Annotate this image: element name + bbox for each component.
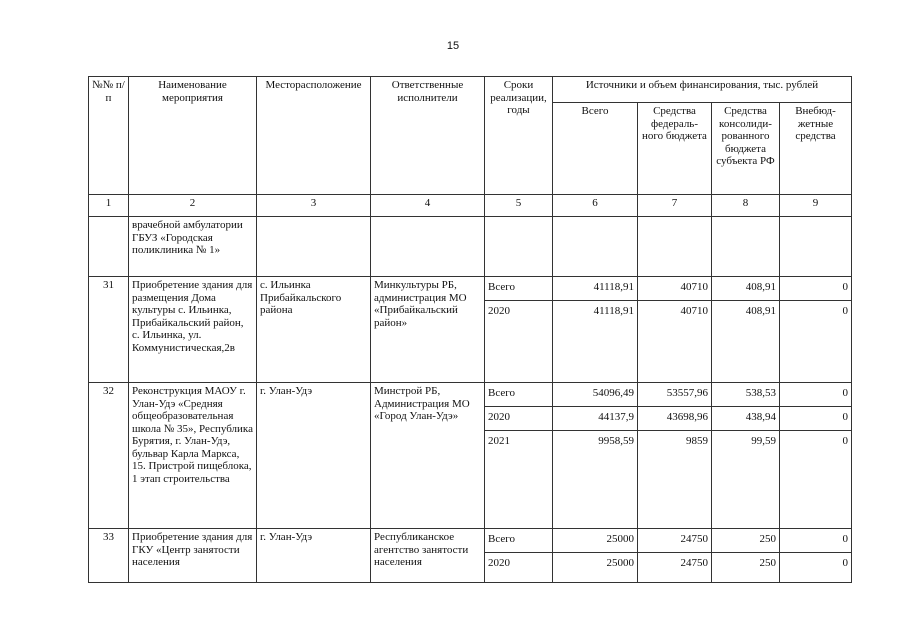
total-cell: 25000 <box>553 529 637 553</box>
header-location: Месторасположение <box>257 77 371 195</box>
event-location: г. Улан-Удэ <box>257 383 371 529</box>
extrabudget-cell-stack <box>780 217 852 277</box>
federal-cell: 24750 <box>680 557 708 569</box>
header-consolidated: Средства консолиди-рованного бюджета субъекта РФ <box>712 103 780 195</box>
extrabudget-cell-stack <box>780 529 852 583</box>
total-cell: 41118,91 <box>553 277 637 301</box>
event-name: Приобретение здания для ГКУ «Центр занятости населения <box>129 529 257 583</box>
row-number <box>89 217 129 277</box>
column-number: 4 <box>371 195 485 217</box>
event-executors: Минкультуры РБ, администрация МО «Прибайкальский район» <box>371 277 485 383</box>
total-cell-stack <box>553 383 638 529</box>
column-number: 7 <box>638 195 712 217</box>
consolidated-cell-stack <box>712 383 780 529</box>
period-cell: 2020 <box>485 407 552 431</box>
row-number: 33 <box>89 529 129 583</box>
header-funding: Источники и объем финансирования, тыс. рублей <box>553 77 852 103</box>
extrabudget-cell: 0 <box>780 529 851 553</box>
total-cell-stack <box>553 217 638 277</box>
federal-cell: 24750 <box>638 529 711 553</box>
consolidated-cell: 408,91 <box>745 305 776 317</box>
header-executors: Ответственные исполнители <box>371 77 485 195</box>
column-number: 5 <box>485 195 553 217</box>
extrabudget-cell: 0 <box>780 383 851 407</box>
period-cell: Всего <box>485 383 552 407</box>
header-total: Всего <box>553 103 638 195</box>
federal-cell-stack <box>638 217 712 277</box>
page-number: 15 <box>446 40 460 52</box>
total-cell <box>553 217 637 241</box>
consolidated-cell-stack <box>712 529 780 583</box>
extrabudget-cell-stack <box>780 277 852 383</box>
extrabudget-cell: 0 <box>842 435 848 447</box>
column-number: 8 <box>712 195 780 217</box>
header-extrabudget: Внебюд-жетные средства <box>780 103 852 195</box>
period-cell: Всего <box>485 529 552 553</box>
event-name: врачебной амбулатории ГБУЗ «Городская поликлиника № 1» <box>129 217 257 277</box>
column-number: 9 <box>780 195 852 217</box>
total-cell: 54096,49 <box>553 383 637 407</box>
period-cell: Всего <box>485 277 552 301</box>
total-cell: 25000 <box>606 557 634 569</box>
event-executors: Минстрой РБ, Администрация МО «Город Улан-Удэ» <box>371 383 485 529</box>
period-cell <box>485 217 552 241</box>
extrabudget-cell: 0 <box>780 407 851 431</box>
extrabudget-cell: 0 <box>842 305 848 317</box>
federal-cell: 9859 <box>686 435 708 447</box>
table-row <box>89 383 852 529</box>
federal-cell: 53557,96 <box>638 383 711 407</box>
total-cell-stack <box>553 277 638 383</box>
federal-cell-stack <box>638 383 712 529</box>
extrabudget-cell-stack <box>780 383 852 529</box>
consolidated-cell-stack <box>712 217 780 277</box>
extrabudget-cell: 0 <box>780 277 851 301</box>
consolidated-cell: 408,91 <box>712 277 779 301</box>
federal-cell: 40710 <box>638 277 711 301</box>
period-cell: 2020 <box>488 305 510 317</box>
table-row <box>89 217 852 277</box>
row-number: 32 <box>89 383 129 529</box>
federal-cell <box>638 217 711 241</box>
period-cell-stack <box>485 529 553 583</box>
total-cell: 9958,59 <box>598 435 634 447</box>
period-cell-stack <box>485 217 553 277</box>
event-location <box>257 217 371 277</box>
column-number: 2 <box>129 195 257 217</box>
total-cell-stack <box>553 529 638 583</box>
consolidated-cell: 250 <box>712 529 779 553</box>
column-number: 1 <box>89 195 129 217</box>
header-num: №№ п/п <box>89 77 129 195</box>
event-executors: Республиканское агентство занятости населения <box>371 529 485 583</box>
column-number: 6 <box>553 195 638 217</box>
consolidated-cell: 99,59 <box>751 435 776 447</box>
federal-cell-stack <box>638 277 712 383</box>
consolidated-cell: 250 <box>759 557 776 569</box>
extrabudget-cell <box>780 217 851 241</box>
header-terms: Сроки реализации, годы <box>485 77 553 195</box>
column-numbers-row <box>89 195 852 217</box>
extrabudget-cell: 0 <box>842 557 848 569</box>
federal-cell: 40710 <box>680 305 708 317</box>
federal-cell: 43698,96 <box>638 407 711 431</box>
period-cell: 2021 <box>488 435 510 447</box>
consolidated-cell: 438,94 <box>712 407 779 431</box>
event-location: г. Улан-Удэ <box>257 529 371 583</box>
total-cell: 41118,91 <box>593 305 634 317</box>
period-cell-stack <box>485 277 553 383</box>
consolidated-cell <box>712 217 779 241</box>
period-cell: 2020 <box>488 557 510 569</box>
event-executors <box>371 217 485 277</box>
event-name: Реконструкция МАОУ г. Улан-Удэ «Средняя общеобразовательная школа № 35», Республика Бурятия, г. Улан-Удэ, бульвар Карла Маркса, 15. Пристрой пищеблока, 1 этап строительства <box>129 383 257 529</box>
event-location: с. Ильинка Прибайкальского района <box>257 277 371 383</box>
consolidated-cell: 538,53 <box>712 383 779 407</box>
table-row <box>89 529 852 583</box>
consolidated-cell-stack <box>712 277 780 383</box>
event-name: Приобретение здания для размещения Дома культуры с. Ильинка, Прибайкальский район, с. Ильинка, ул. Коммунистическая,2в <box>129 277 257 383</box>
table-row <box>89 277 852 383</box>
total-cell: 44137,9 <box>553 407 637 431</box>
federal-cell-stack <box>638 529 712 583</box>
header-federal: Средства федераль-ного бюджета <box>638 103 712 195</box>
row-number: 31 <box>89 277 129 383</box>
column-number: 3 <box>257 195 371 217</box>
period-cell-stack <box>485 383 553 529</box>
header-name: Наименование мероприятия <box>129 77 257 195</box>
funding-table <box>88 76 852 583</box>
